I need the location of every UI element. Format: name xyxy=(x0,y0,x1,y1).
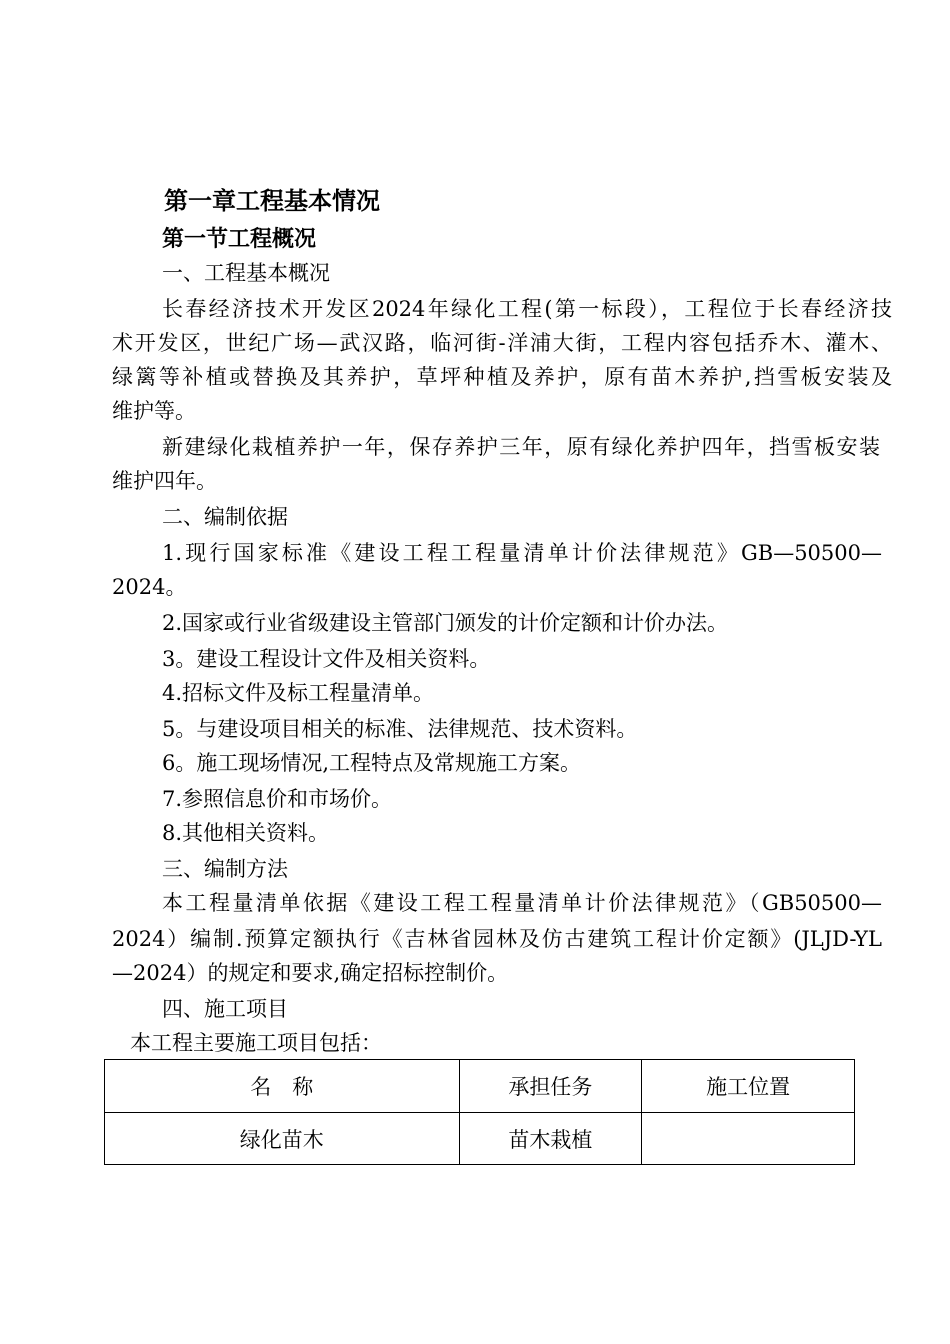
table-cell: 苗木栽植 xyxy=(459,1113,642,1165)
chapter-title: 第一章工程基本情况 xyxy=(164,186,380,215)
paragraph-line: 术开发区，世纪广场—武汉路，临河街-洋浦大街，工程内容包括乔木、灌木、 xyxy=(112,331,892,355)
paragraph-line: 维护四年。 xyxy=(112,469,217,493)
paragraph-line: 2024）编制.预算定额执行《吉林省园林及仿古建筑工程计价定额》(JLJD-YL xyxy=(112,927,882,951)
paragraph-line: 新建绿化栽植养护一年，保存养护三年，原有绿化养护四年，挡雪板安装 xyxy=(162,435,880,459)
table-intro: 本工程主要施工项目包括： xyxy=(130,1031,382,1055)
table-cell: 绿化苗木 xyxy=(105,1113,460,1165)
list-item: 3。建设工程设计文件及相关资料。 xyxy=(162,647,491,671)
column-header-task: 承担任务 xyxy=(459,1060,642,1113)
list-item: 5。与建设项目相关的标准、法律规范、技术资料。 xyxy=(162,717,638,741)
list-item: 2.国家或行业省级建设主管部门颁发的计价定额和计价办法。 xyxy=(162,611,729,635)
list-item: 7.参照信息价和市场价。 xyxy=(162,787,393,811)
heading-part4: 四、施工项目 xyxy=(162,997,288,1021)
column-header-name: 名 称 xyxy=(105,1060,460,1113)
heading-part1: 一、工程基本概况 xyxy=(162,261,330,285)
paragraph-line: 维护等。 xyxy=(112,399,196,423)
list-item: 6。施工现场情况,工程特点及常规施工方案。 xyxy=(162,751,582,775)
list-item: 4.招标文件及标工程量清单。 xyxy=(162,681,435,705)
construction-items-table xyxy=(104,1059,855,1165)
list-item: 8.其他相关资料。 xyxy=(162,821,330,845)
list-item: 2024。 xyxy=(112,575,187,599)
table-header-row xyxy=(105,1060,855,1113)
column-header-location: 施工位置 xyxy=(642,1060,855,1113)
list-item: 1.现行国家标准《建设工程工程量清单计价法律规范》GB—50500— xyxy=(162,541,882,565)
paragraph-line: 长春经济技术开发区2024年绿化工程(第一标段），工程位于长春经济技 xyxy=(162,297,892,321)
table-cell xyxy=(642,1113,855,1165)
paragraph-line: 本工程量清单依据《建设工程工程量清单计价法律规范》（GB50500— xyxy=(162,891,882,915)
table-row xyxy=(105,1113,855,1165)
section-title: 第一节工程概况 xyxy=(162,226,317,252)
paragraph-line: 绿篱等补植或替换及其养护，草坪种植及养护，原有苗木养护,挡雪板安装及 xyxy=(112,365,892,389)
heading-part2: 二、编制依据 xyxy=(162,505,288,529)
heading-part3: 三、编制方法 xyxy=(162,857,288,881)
paragraph-line: —2024）的规定和要求,确定招标控制价。 xyxy=(112,961,509,985)
